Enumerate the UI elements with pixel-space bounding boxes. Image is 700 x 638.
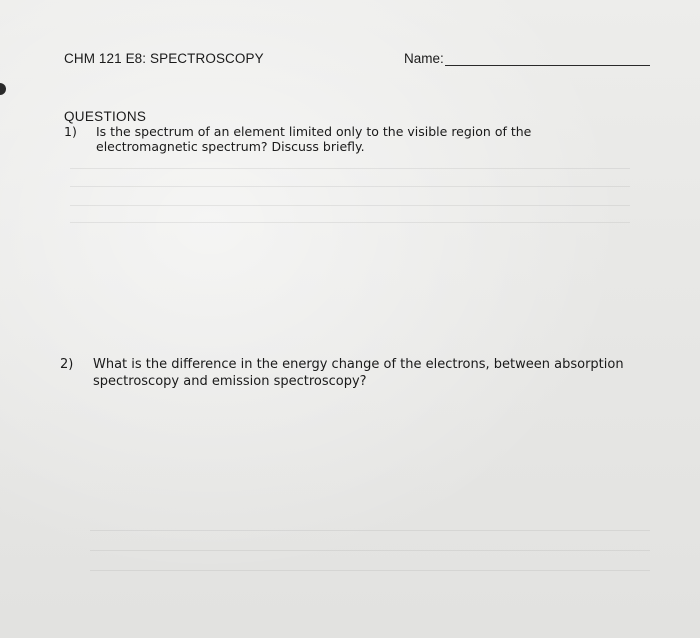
show-through-line — [90, 530, 650, 531]
question-text: Is the spectrum of an element limited only to the visible region of the electromagnetic spectrum? Discuss briefly. — [96, 124, 532, 154]
show-through-line — [90, 550, 650, 551]
show-through-line — [70, 168, 630, 169]
question-number: 1) — [64, 124, 77, 139]
question-text: What is the difference in the energy change of the electrons, between absorption spectroscopy and emission spectroscopy? — [93, 357, 624, 389]
name-blank-line — [445, 65, 650, 66]
questions-heading: QUESTIONS — [64, 109, 147, 124]
name-field — [404, 51, 650, 69]
show-through-line — [90, 570, 650, 571]
show-through-line — [70, 205, 630, 206]
name-label: Name: — [404, 51, 444, 66]
show-through-line — [70, 222, 630, 223]
document-title: CHM 121 E8: SPECTROSCOPY — [64, 51, 264, 66]
hole-punch-mark — [0, 83, 6, 95]
question-number: 2) — [60, 357, 74, 372]
show-through-line — [70, 186, 630, 187]
